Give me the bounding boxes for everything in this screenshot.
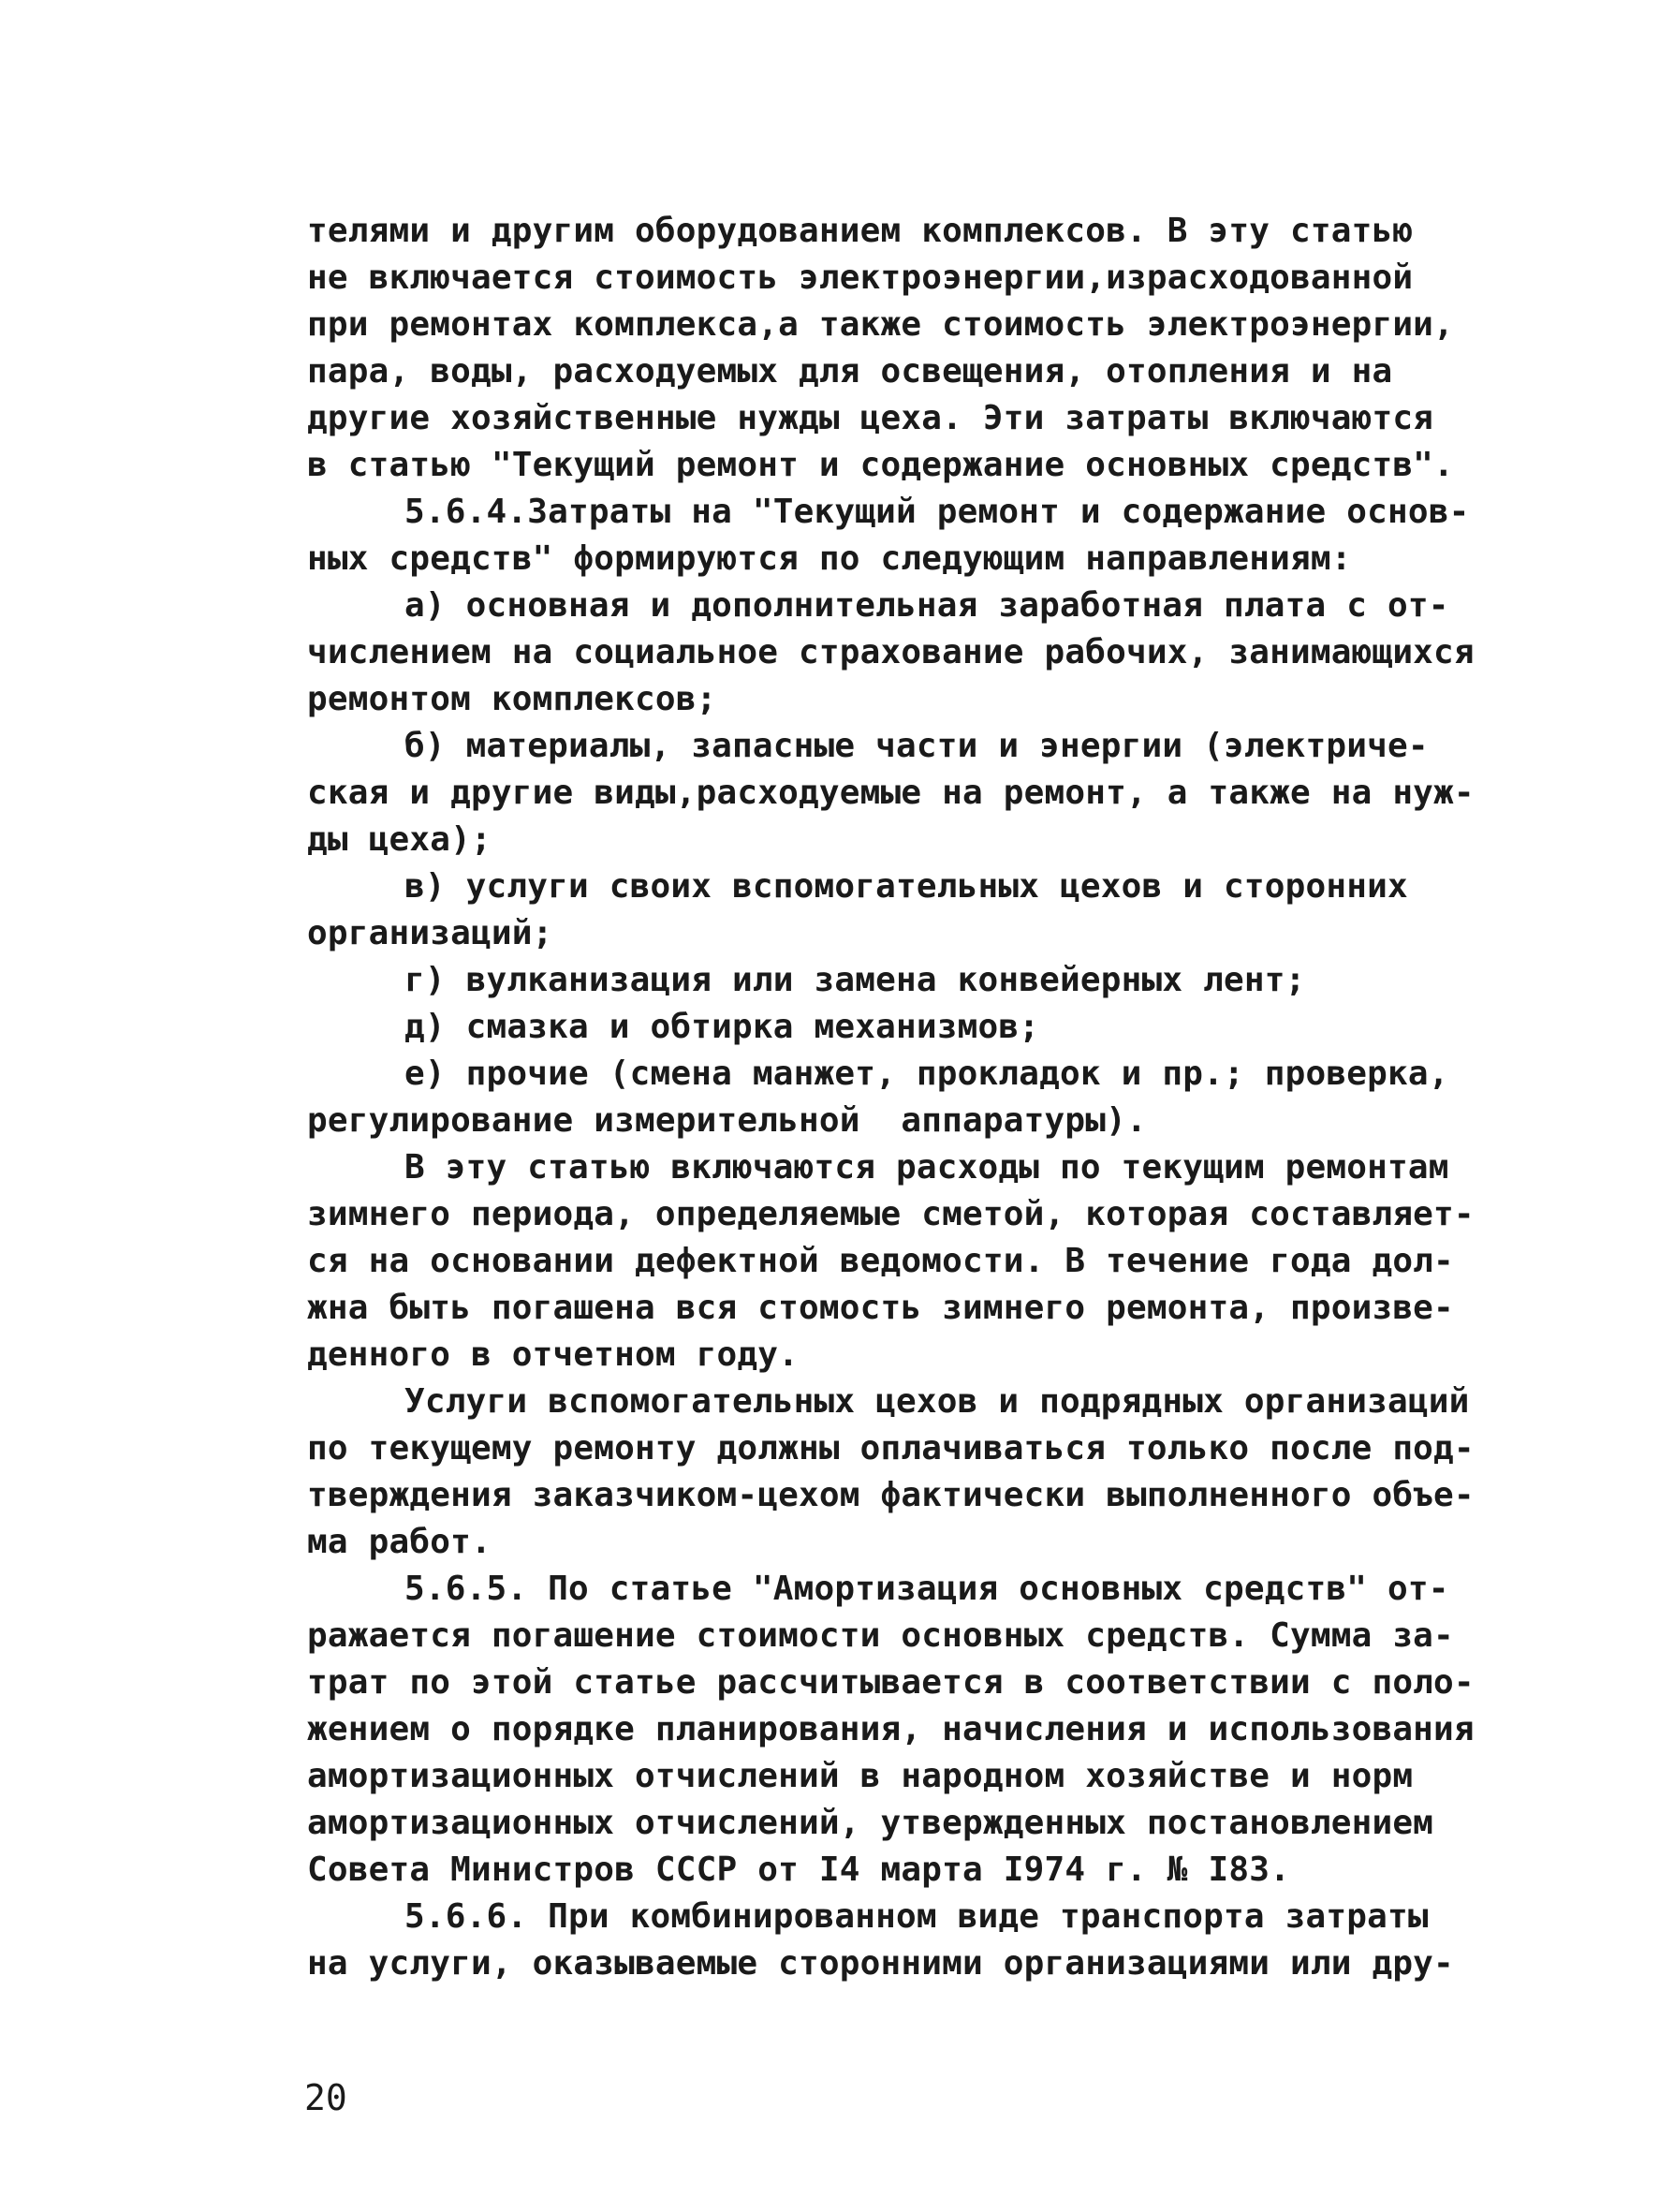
text-line: ская и другие виды,расходуемые на ремонт, а также на нуж-: [307, 774, 1475, 812]
text-line: другие хозяйственные нужды цеха. Эти затраты включаются: [307, 399, 1434, 437]
text-line: амортизационных отчислений, утвержденных постановлением: [307, 1804, 1434, 1842]
paragraph-start: В эту статью включаются расходы по текущим ремонтам: [404, 1148, 1449, 1187]
list-item-e: е) прочие (смена манжет, прокладок и пр.; проверка,: [404, 1054, 1449, 1093]
text-line: ремонтом комплексов;: [307, 680, 717, 718]
text-line: по текущему ремонту должны оплачиваться только после под-: [307, 1429, 1475, 1467]
text-line: тверждения заказчиком-цехом фактически выполненного объе-: [307, 1476, 1475, 1514]
text-line: при ремонтах комплекса,а также стоимость электроэнергии,: [307, 305, 1454, 344]
text-line: зимнего периода, определяемые сметой, которая составляет-: [307, 1195, 1475, 1233]
text-line: организаций;: [307, 914, 553, 952]
text-line: на услуги, оказываемые сторонними организациями или дру-: [307, 1944, 1454, 1983]
list-item-v: в) услуги своих вспомогательных цехов и сторонних: [404, 867, 1408, 906]
text-line: не включается стоимость электроэнергии,израсходованной: [307, 258, 1414, 297]
section-5-6-4-heading: 5.6.4.Затраты на "Текущий ремонт и содержание основ-: [404, 493, 1470, 531]
text-line: числением на социальное страхование рабочих, занимающихся: [307, 633, 1475, 671]
text-line: телями и другим оборудованием комплексов. В эту статью: [307, 212, 1414, 250]
section-5-6-6-heading: 5.6.6. При комбинированном виде транспорта затраты: [404, 1897, 1429, 1936]
text-line: пара, воды, расходуемых для освещения, отопления и на: [307, 352, 1393, 391]
list-item-d: д) смазка и обтирка механизмов;: [404, 1008, 1040, 1046]
text-line: ных средств" формируются по следующим направлениям:: [307, 539, 1352, 578]
text-line: жением о порядке планирования, начисления и использования: [307, 1710, 1475, 1748]
text-line: амортизационных отчислений в народном хозяйстве и норм: [307, 1757, 1414, 1795]
text-line: ма работ.: [307, 1523, 492, 1561]
page-number: 20: [304, 2077, 347, 2118]
text-line: ся на основании дефектной ведомости. В течение года дол-: [307, 1242, 1454, 1280]
text-line: ражается погашение стоимости основных средств. Сумма за-: [307, 1616, 1454, 1655]
text-line: в статью "Текущий ремонт и содержание основных средств".: [307, 446, 1454, 484]
text-line: ды цеха);: [307, 820, 492, 859]
list-item-a: а) основная и дополнительная заработная плата с от-: [404, 586, 1449, 625]
section-5-6-5-heading: 5.6.5. По статье "Амортизация основных средств" от-: [404, 1570, 1449, 1608]
list-item-g: г) вулканизация или замена конвейерных лент;: [404, 961, 1306, 999]
body-text: [307, 208, 1475, 1987]
text-line: денного в отчетном году.: [307, 1335, 799, 1374]
paragraph-start: Услуги вспомогательных цехов и подрядных организаций: [404, 1382, 1470, 1421]
list-item-b: б) материалы, запасные части и энергии (электриче-: [404, 727, 1429, 765]
text-line: регулирование измерительной аппаратуры).: [307, 1101, 1147, 1140]
text-line: трат по этой статье рассчитывается в соответствии с поло-: [307, 1663, 1475, 1702]
text-line: жна быть погашена вся стомость зимнего ремонта, произве-: [307, 1289, 1454, 1327]
text-line: Совета Министров СССР от I4 марта I974 г. № I83.: [307, 1851, 1290, 1889]
